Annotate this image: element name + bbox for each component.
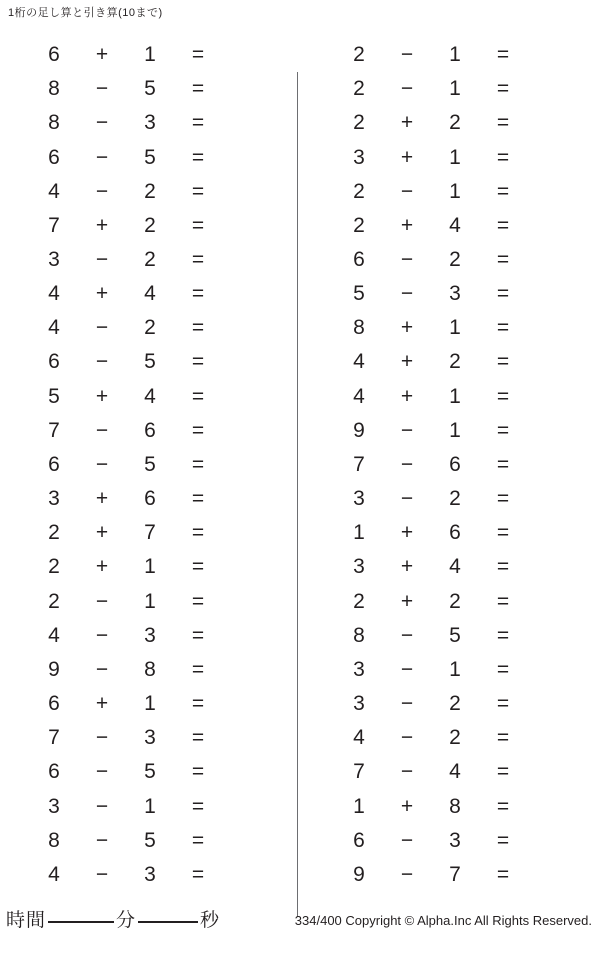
operand-right: 8 (144, 657, 156, 681)
operand-right: 5 (144, 828, 156, 852)
operand-left: 6 (48, 452, 60, 476)
operator: − (400, 487, 414, 511)
operator: − (400, 248, 414, 272)
equals-sign: = (191, 589, 205, 613)
operand-right: 3 (449, 828, 461, 852)
operand-left: 7 (353, 452, 365, 476)
operand-left: 8 (48, 828, 60, 852)
operand-right: 6 (144, 418, 156, 442)
problem-row (0, 858, 300, 892)
equals-sign: = (496, 213, 510, 237)
operand-right: 2 (144, 213, 156, 237)
operand-left: 3 (353, 487, 365, 511)
operator: + (400, 350, 414, 374)
operator: − (400, 623, 414, 647)
operand-right: 2 (449, 350, 461, 374)
equals-sign: = (496, 350, 510, 374)
operand-left: 4 (48, 179, 60, 203)
problem-row (0, 175, 300, 209)
operand-right: 2 (144, 179, 156, 203)
operator: − (95, 589, 109, 613)
equals-sign: = (191, 487, 205, 511)
operand-left: 8 (48, 77, 60, 101)
equals-sign: = (191, 657, 205, 681)
operator: − (95, 418, 109, 442)
operator: − (95, 828, 109, 852)
operand-right: 5 (144, 760, 156, 784)
operator: + (400, 555, 414, 579)
operand-right: 1 (449, 43, 461, 67)
equals-sign: = (496, 521, 510, 545)
equals-sign: = (496, 179, 510, 203)
operand-right: 1 (449, 418, 461, 442)
operand-right: 2 (449, 248, 461, 272)
operand-left: 8 (48, 111, 60, 135)
column-divider (297, 72, 298, 917)
operand-right: 4 (449, 760, 461, 784)
operand-right: 1 (449, 384, 461, 408)
operand-right: 5 (449, 623, 461, 647)
equals-sign: = (191, 794, 205, 818)
operator: − (95, 350, 109, 374)
operand-right: 3 (144, 623, 156, 647)
operand-left: 4 (48, 316, 60, 340)
equals-sign: = (191, 282, 205, 306)
operand-right: 7 (144, 521, 156, 545)
operand-right: 2 (449, 487, 461, 511)
operand-left: 6 (48, 145, 60, 169)
operator: − (95, 77, 109, 101)
seconds-blank[interactable] (138, 921, 198, 923)
operator: − (95, 862, 109, 886)
operator: + (400, 213, 414, 237)
operand-left: 4 (353, 350, 365, 374)
equals-sign: = (191, 828, 205, 852)
equals-sign: = (496, 862, 510, 886)
operand-right: 1 (144, 589, 156, 613)
operand-left: 6 (48, 760, 60, 784)
equals-sign: = (191, 213, 205, 237)
operator: + (95, 555, 109, 579)
problem-row (0, 824, 300, 858)
operand-left: 2 (48, 521, 60, 545)
equals-sign: = (191, 452, 205, 476)
minutes-label: 分 (116, 910, 137, 931)
operand-right: 1 (144, 43, 156, 67)
operator: + (400, 145, 414, 169)
operand-right: 1 (449, 316, 461, 340)
operand-left: 9 (48, 657, 60, 681)
operator: − (400, 726, 414, 750)
equals-sign: = (496, 452, 510, 476)
equals-sign: = (191, 521, 205, 545)
operand-right: 1 (144, 692, 156, 716)
operator: + (400, 794, 414, 818)
equals-sign: = (496, 760, 510, 784)
operand-right: 4 (449, 213, 461, 237)
operand-right: 1 (144, 794, 156, 818)
equals-sign: = (496, 726, 510, 750)
operand-left: 4 (353, 726, 365, 750)
operator: + (95, 487, 109, 511)
problem-row (0, 140, 300, 174)
operand-right: 5 (144, 452, 156, 476)
operand-right: 7 (449, 862, 461, 886)
equals-sign: = (496, 145, 510, 169)
operand-right: 3 (449, 282, 461, 306)
problem-row (0, 243, 300, 277)
page-footer (0, 906, 600, 946)
operator: − (95, 316, 109, 340)
equals-sign: = (191, 692, 205, 716)
operand-right: 6 (144, 487, 156, 511)
right-problem-column (300, 32, 600, 892)
time-entry-row (6, 905, 220, 932)
operator: − (400, 692, 414, 716)
equals-sign: = (496, 555, 510, 579)
problem-row (0, 653, 300, 687)
operand-left: 1 (353, 521, 365, 545)
operator: + (95, 282, 109, 306)
operand-left: 2 (353, 111, 365, 135)
problem-row (0, 687, 300, 721)
operand-right: 3 (144, 862, 156, 886)
operand-left: 5 (48, 384, 60, 408)
problem-row (0, 277, 300, 311)
operator: + (95, 384, 109, 408)
operand-left: 2 (48, 555, 60, 579)
operand-right: 1 (449, 77, 461, 101)
operand-left: 2 (353, 43, 365, 67)
equals-sign: = (496, 43, 510, 67)
equals-sign: = (191, 726, 205, 750)
seconds-label: 秒 (200, 910, 221, 931)
operand-left: 5 (353, 282, 365, 306)
operand-left: 4 (48, 862, 60, 886)
operand-right: 2 (449, 111, 461, 135)
operator: − (95, 248, 109, 272)
equals-sign: = (191, 111, 205, 135)
problem-row (0, 380, 300, 414)
problem-row (0, 585, 300, 619)
operator: − (95, 452, 109, 476)
operand-right: 2 (449, 589, 461, 613)
equals-sign: = (496, 589, 510, 613)
operator: − (400, 760, 414, 784)
problem-row (0, 72, 300, 106)
operand-left: 8 (353, 623, 365, 647)
operator: − (95, 623, 109, 647)
operand-left: 3 (353, 555, 365, 579)
operator: − (95, 657, 109, 681)
operator: − (95, 794, 109, 818)
operator: + (95, 43, 109, 67)
operand-right: 4 (449, 555, 461, 579)
equals-sign: = (496, 487, 510, 511)
page-title: 1桁の足し算と引き算(10まで) (8, 7, 163, 19)
equals-sign: = (496, 111, 510, 135)
equals-sign: = (191, 555, 205, 579)
operand-right: 5 (144, 77, 156, 101)
operator: − (95, 726, 109, 750)
operand-right: 1 (144, 555, 156, 579)
problem-row (0, 755, 300, 789)
operand-left: 8 (353, 316, 365, 340)
equals-sign: = (496, 794, 510, 818)
operator: − (400, 179, 414, 203)
operator: + (95, 692, 109, 716)
operand-right: 1 (449, 179, 461, 203)
problem-row (0, 311, 300, 345)
operand-left: 3 (48, 487, 60, 511)
equals-sign: = (191, 350, 205, 374)
operand-left: 3 (48, 794, 60, 818)
operator: + (400, 521, 414, 545)
operand-right: 6 (449, 452, 461, 476)
left-problem-column (0, 32, 300, 892)
operator: − (400, 862, 414, 886)
operand-right: 2 (144, 316, 156, 340)
equals-sign: = (191, 248, 205, 272)
equals-sign: = (496, 77, 510, 101)
problem-row (0, 448, 300, 482)
operand-left: 9 (353, 418, 365, 442)
equals-sign: = (496, 828, 510, 852)
operand-right: 3 (144, 726, 156, 750)
operand-right: 5 (144, 145, 156, 169)
operator: − (95, 111, 109, 135)
problem-row (0, 516, 300, 550)
problem-row (0, 721, 300, 755)
problem-row (0, 38, 300, 72)
operand-left: 7 (48, 418, 60, 442)
operand-left: 4 (48, 623, 60, 647)
operand-left: 6 (48, 350, 60, 374)
operator: + (95, 521, 109, 545)
operator: + (400, 589, 414, 613)
minutes-blank[interactable] (48, 921, 114, 923)
problem-columns (0, 32, 600, 892)
operand-right: 2 (449, 692, 461, 716)
operand-left: 2 (353, 589, 365, 613)
operand-left: 6 (48, 692, 60, 716)
equals-sign: = (191, 316, 205, 340)
operand-left: 4 (353, 384, 365, 408)
operand-left: 6 (353, 828, 365, 852)
operator: + (400, 384, 414, 408)
operand-right: 3 (144, 111, 156, 135)
operator: + (95, 213, 109, 237)
operand-left: 2 (353, 213, 365, 237)
operand-left: 2 (48, 589, 60, 613)
problem-row (0, 209, 300, 243)
problem-row (0, 482, 300, 516)
operator: + (400, 111, 414, 135)
operator: − (400, 282, 414, 306)
equals-sign: = (191, 418, 205, 442)
equals-sign: = (496, 692, 510, 716)
operand-left: 7 (353, 760, 365, 784)
equals-sign: = (191, 384, 205, 408)
equals-sign: = (191, 179, 205, 203)
equals-sign: = (191, 623, 205, 647)
operand-right: 6 (449, 521, 461, 545)
operand-left: 2 (353, 179, 365, 203)
equals-sign: = (191, 862, 205, 886)
operator: − (400, 828, 414, 852)
problem-row (0, 619, 300, 653)
operand-left: 3 (48, 248, 60, 272)
operand-right: 4 (144, 384, 156, 408)
operand-right: 1 (449, 657, 461, 681)
problem-row (0, 345, 300, 379)
operator: − (95, 145, 109, 169)
operator: − (95, 760, 109, 784)
operand-right: 2 (144, 248, 156, 272)
operand-left: 9 (353, 862, 365, 886)
operand-right: 4 (144, 282, 156, 306)
operator: − (400, 452, 414, 476)
operand-left: 2 (353, 77, 365, 101)
operand-left: 1 (353, 794, 365, 818)
operand-right: 8 (449, 794, 461, 818)
equals-sign: = (191, 77, 205, 101)
operand-left: 6 (48, 43, 60, 67)
equals-sign: = (496, 657, 510, 681)
operand-left: 3 (353, 692, 365, 716)
time-label: 時間 (6, 910, 47, 931)
equals-sign: = (496, 248, 510, 272)
operand-left: 7 (48, 726, 60, 750)
operator: − (400, 77, 414, 101)
operand-left: 7 (48, 213, 60, 237)
operand-right: 5 (144, 350, 156, 374)
operand-left: 6 (353, 248, 365, 272)
operator: + (400, 316, 414, 340)
equals-sign: = (496, 384, 510, 408)
operand-left: 3 (353, 145, 365, 169)
operand-left: 3 (353, 657, 365, 681)
equals-sign: = (191, 43, 205, 67)
problem-row (0, 550, 300, 584)
equals-sign: = (496, 418, 510, 442)
operator: − (95, 179, 109, 203)
problem-row (0, 789, 300, 823)
operator: − (400, 43, 414, 67)
equals-sign: = (496, 282, 510, 306)
operand-right: 2 (449, 726, 461, 750)
problem-row (0, 106, 300, 140)
problem-row (0, 414, 300, 448)
equals-sign: = (496, 316, 510, 340)
operator: − (400, 418, 414, 442)
operand-right: 1 (449, 145, 461, 169)
equals-sign: = (191, 145, 205, 169)
equals-sign: = (496, 623, 510, 647)
operator: − (400, 657, 414, 681)
copyright-notice: 334/400 Copyright © Alpha.Inc All Rights Reserved. (294, 913, 592, 928)
equals-sign: = (191, 760, 205, 784)
operand-left: 4 (48, 282, 60, 306)
